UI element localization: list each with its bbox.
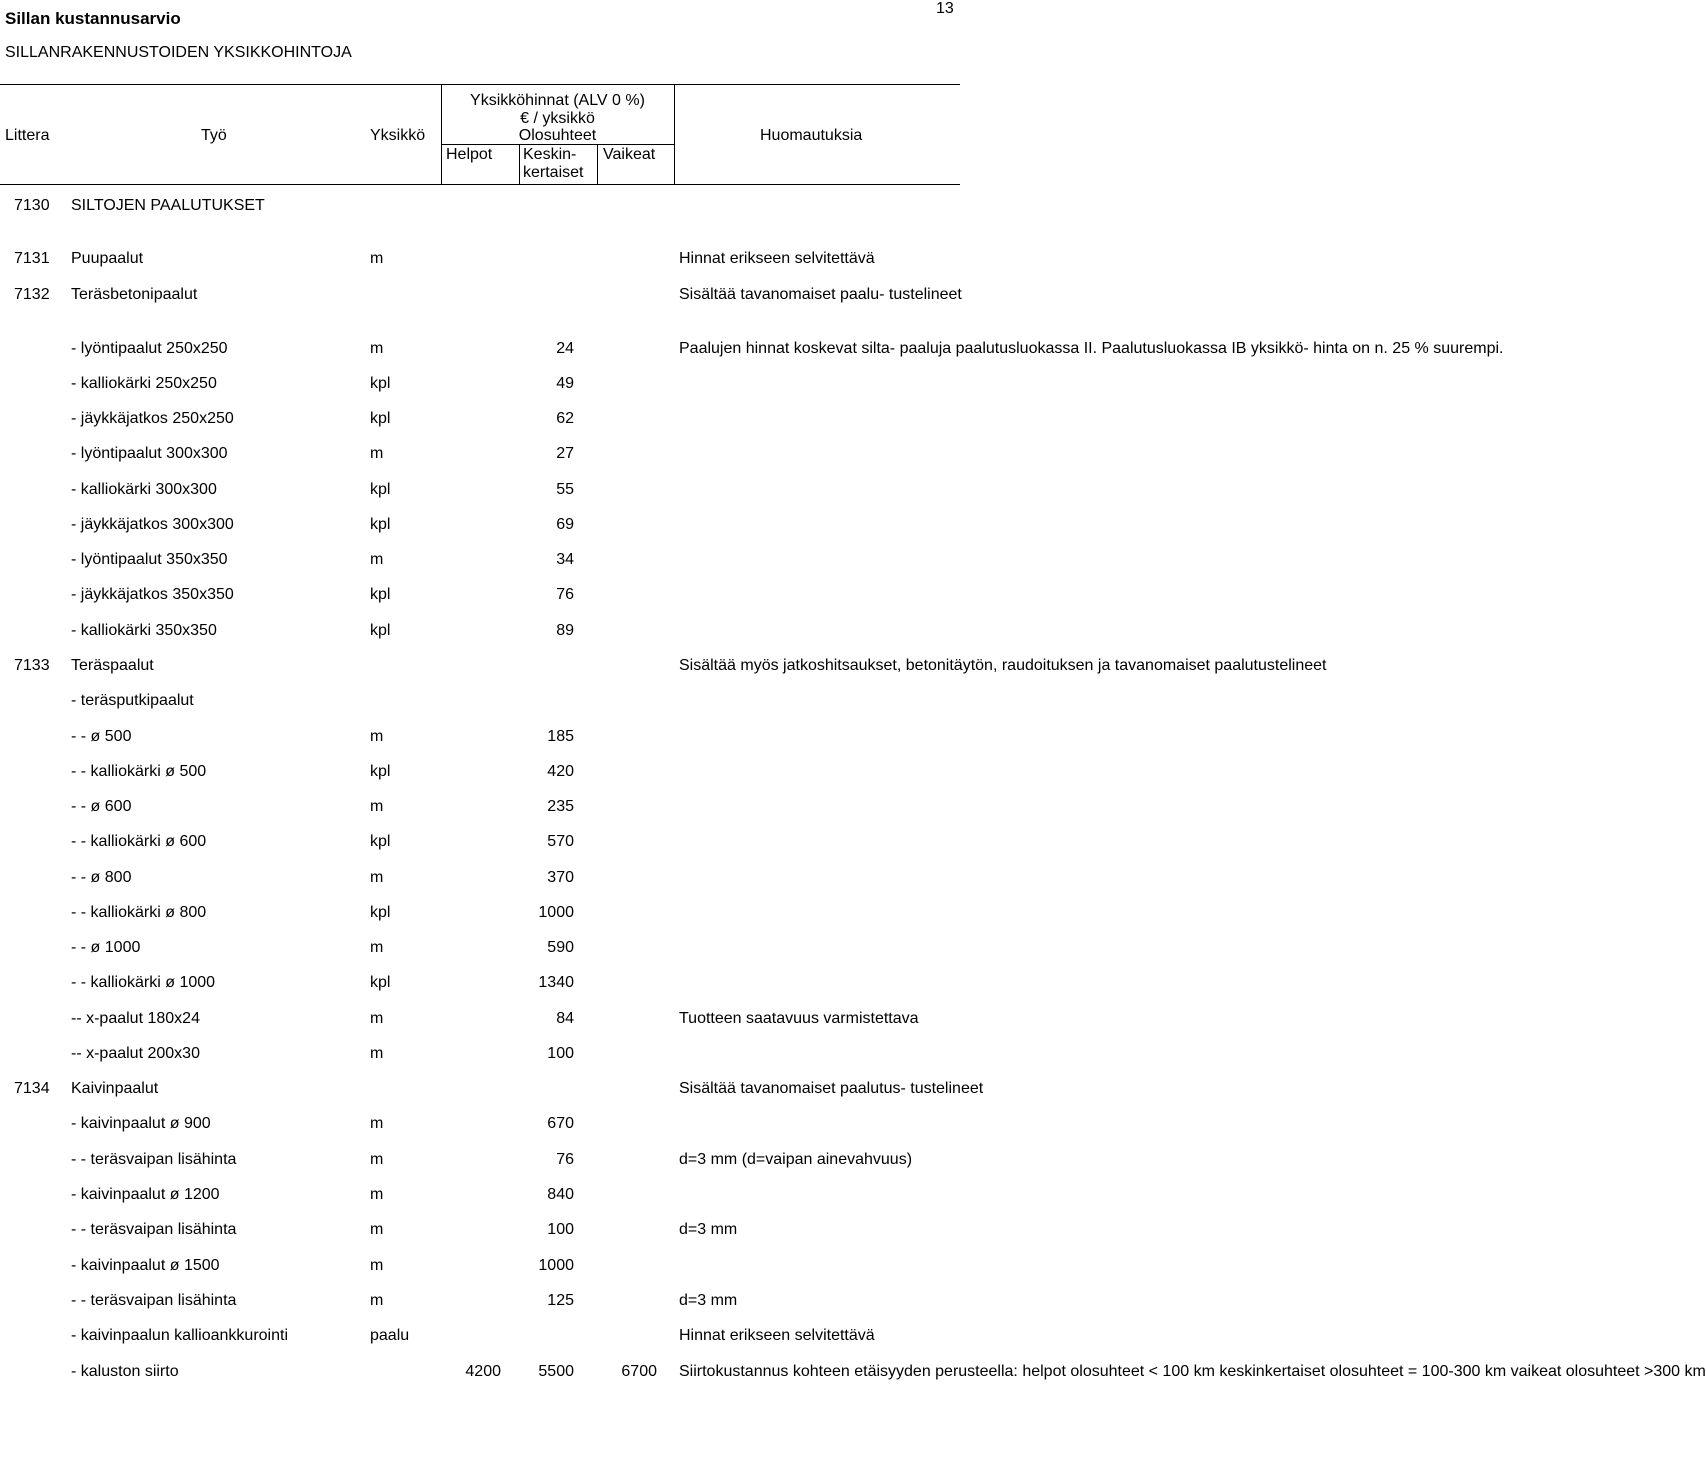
row-work: Teräsbetonipaalut — [71, 286, 198, 303]
row-unit: kpl — [370, 622, 391, 639]
row-unit: m — [370, 939, 384, 956]
row-work: - lyöntipaalut 350x350 — [71, 551, 228, 568]
col-keskin-header-line2: kertaiset — [523, 164, 584, 181]
row-code: 7132 — [14, 286, 50, 303]
table-row — [0, 869, 960, 887]
table-row — [0, 481, 960, 499]
row-price-keskin: 100 — [547, 1221, 574, 1238]
row-work: - kaivinpaalut ø 900 — [71, 1115, 211, 1132]
table-row — [0, 551, 960, 569]
table-row — [0, 1363, 1706, 1381]
row-work: - - teräsvaipan lisähinta — [71, 1221, 237, 1238]
table-row — [0, 692, 960, 710]
row-unit: m — [370, 340, 384, 357]
col-yksikko-header: Yksikkö — [370, 127, 426, 144]
header-bottom-rule — [0, 184, 960, 185]
row-unit: kpl — [370, 375, 391, 392]
row-work: - - kalliokärki ø 1000 — [71, 974, 216, 991]
row-price-keskin: 62 — [556, 410, 574, 427]
row-work: - lyöntipaalut 250x250 — [71, 340, 228, 357]
table-row — [0, 250, 960, 268]
vaikeat-divider — [597, 144, 598, 184]
prices-right-divider — [674, 84, 675, 184]
row-price-keskin: 49 — [556, 375, 574, 392]
row-code: 7131 — [14, 250, 50, 267]
row-note: d=3 mm — [679, 1221, 738, 1238]
table-row — [0, 939, 960, 957]
olosuhteet-header: Olosuhteet — [518, 127, 597, 144]
row-work: - - ø 500 — [71, 728, 132, 745]
table-row — [0, 1115, 960, 1133]
table-row — [0, 340, 1504, 358]
table-row — [0, 1292, 960, 1310]
row-unit: m — [370, 1115, 384, 1132]
row-work: - - ø 800 — [71, 869, 132, 886]
row-note: Siirtokustannus kohteen etäisyyden perusteella: helpot olosuhteet < 100 km keskinkertaiset olosuhteet = 100-300 km vaikeat olosuhteet >300 km — [679, 1363, 1706, 1380]
row-unit: kpl — [370, 763, 391, 780]
table-row — [0, 1221, 960, 1239]
row-unit: m — [370, 869, 384, 886]
table-row — [0, 586, 960, 604]
row-price-keskin: 125 — [547, 1292, 574, 1309]
row-work: - kalliokärki 250x250 — [71, 375, 217, 392]
row-unit: kpl — [370, 974, 391, 991]
row-note: Sisältää tavanomaiset paalutus- tustelineet — [679, 1080, 984, 1097]
section-code: 7130 — [14, 197, 50, 214]
table-row — [0, 410, 960, 428]
row-price-keskin: 55 — [556, 481, 574, 498]
col-vaikeat-header: Vaikeat — [603, 146, 656, 163]
row-price-keskin: 185 — [547, 728, 574, 745]
row-work: - jäykkäjatkos 250x250 — [71, 410, 234, 427]
table-row — [0, 445, 960, 463]
row-price-keskin: 76 — [556, 586, 574, 603]
col-huomautuksia-header: Huomautuksia — [760, 127, 863, 144]
row-price-keskin: 34 — [556, 551, 574, 568]
table-row — [0, 1151, 960, 1169]
row-code: 7134 — [14, 1080, 50, 1097]
row-note: Sisältää tavanomaiset paalu- tustelineet — [679, 286, 962, 303]
row-work: - - teräsvaipan lisähinta — [71, 1151, 237, 1168]
row-unit: kpl — [370, 481, 391, 498]
table-row — [0, 1186, 960, 1204]
table-row — [0, 516, 960, 534]
table-row — [0, 728, 960, 746]
row-unit: m — [370, 1045, 384, 1062]
row-work: -- x-paalut 200x30 — [71, 1045, 200, 1062]
row-unit: paalu — [370, 1327, 410, 1344]
col-littera-header: Littera — [5, 127, 50, 144]
row-unit: m — [370, 798, 384, 815]
table-row — [0, 798, 960, 816]
row-unit: m — [370, 1151, 384, 1168]
col-helpot-header: Helpot — [446, 146, 493, 163]
row-price-keskin: 420 — [547, 763, 574, 780]
row-price-keskin: 840 — [547, 1186, 574, 1203]
row-price-keskin: 89 — [556, 622, 574, 639]
row-work: - - teräsvaipan lisähinta — [71, 1292, 237, 1309]
table-row — [0, 657, 1327, 675]
prices-header-line1: Yksikköhinnat (ALV 0 %) — [470, 92, 645, 109]
row-unit: kpl — [370, 833, 391, 850]
row-unit: kpl — [370, 410, 391, 427]
row-unit: m — [370, 1186, 384, 1203]
row-unit: m — [370, 1257, 384, 1274]
row-work: - kaivinpaalut ø 1500 — [71, 1257, 220, 1274]
row-price-keskin: 235 — [547, 798, 574, 815]
header-top-rule — [0, 84, 960, 85]
row-price-keskin: 590 — [547, 939, 574, 956]
row-price-keskin: 24 — [556, 340, 574, 357]
row-unit: m — [370, 551, 384, 568]
row-note: d=3 mm (d=vaipan ainevahvuus) — [679, 1151, 913, 1168]
row-work: - - kalliokärki ø 500 — [71, 763, 207, 780]
row-work: - jäykkäjatkos 300x300 — [71, 516, 234, 533]
section-heading — [0, 197, 960, 215]
row-price-keskin: 370 — [547, 869, 574, 886]
col-tyo-header: Työ — [201, 127, 227, 144]
row-work: - jäykkäjatkos 350x350 — [71, 586, 234, 603]
row-note: Tuotteen saatavuus varmistettava — [679, 1010, 919, 1027]
row-price-keskin: 1340 — [538, 974, 574, 991]
table-row — [0, 375, 960, 393]
row-work: - kaivinpaalun kallioankkurointi — [71, 1327, 289, 1344]
page-number: 13 — [936, 0, 954, 17]
row-note: Hinnat erikseen selvitettävä — [679, 1327, 875, 1344]
table-row — [0, 1010, 960, 1028]
table-row — [0, 1045, 960, 1063]
row-unit: kpl — [370, 516, 391, 533]
row-unit: m — [370, 1292, 384, 1309]
table-row — [0, 1257, 960, 1275]
row-unit: m — [370, 1010, 384, 1027]
row-work: - - kalliokärki ø 800 — [71, 904, 207, 921]
row-price-helpot: 4200 — [465, 1363, 501, 1380]
row-price-keskin: 1000 — [538, 1257, 574, 1274]
row-unit: m — [370, 250, 384, 267]
row-note: d=3 mm — [679, 1292, 738, 1309]
row-work: - kaivinpaalut ø 1200 — [71, 1186, 220, 1203]
helpot-divider — [519, 144, 520, 184]
row-price-keskin: 1000 — [538, 904, 574, 921]
row-price-keskin: 27 — [556, 445, 574, 462]
row-price-keskin: 69 — [556, 516, 574, 533]
row-unit: m — [370, 1221, 384, 1238]
row-price-vaikeat: 6700 — [621, 1363, 657, 1380]
row-price-keskin: 570 — [547, 833, 574, 850]
table-row — [0, 286, 960, 304]
document-subtitle: SILLANRAKENNUSTOIDEN YKSIKKOHINTOJA — [5, 44, 352, 61]
section-title: SILTOJEN PAALUTUKSET — [71, 197, 265, 214]
row-unit: kpl — [370, 586, 391, 603]
row-price-keskin: 5500 — [538, 1363, 574, 1380]
row-price-keskin: 670 — [547, 1115, 574, 1132]
row-work: - kalliokärki 300x300 — [71, 481, 217, 498]
col-keskin-header-line1: Keskin- — [523, 146, 577, 163]
row-work: Puupaalut — [71, 250, 144, 267]
row-work: -- x-paalut 180x24 — [71, 1010, 200, 1027]
table-row — [0, 974, 960, 992]
row-unit: m — [370, 728, 384, 745]
row-note: Paalujen hinnat koskevat silta- paaluja paalutusluokassa II. Paalutusluokassa IB yksikkö- hinta on n. 25 % suurempi. — [679, 340, 1504, 357]
prices-header-line2: € / yksikkö — [520, 110, 595, 127]
row-work: - - kalliokärki ø 600 — [71, 833, 207, 850]
row-code: 7133 — [14, 657, 50, 674]
row-work: - - ø 600 — [71, 798, 132, 815]
row-price-keskin: 100 — [547, 1045, 574, 1062]
table-row — [0, 1080, 984, 1098]
row-work: - lyöntipaalut 300x300 — [71, 445, 228, 462]
row-unit: kpl — [370, 904, 391, 921]
row-work: Teräspaalut — [71, 657, 154, 674]
row-price-keskin: 76 — [556, 1151, 574, 1168]
row-work: - kalliokärki 350x350 — [71, 622, 217, 639]
row-unit: m — [370, 445, 384, 462]
row-price-keskin: 84 — [556, 1010, 574, 1027]
row-work: - kaluston siirto — [71, 1363, 179, 1380]
table-row — [0, 763, 960, 781]
row-note: Hinnat erikseen selvitettävä — [679, 250, 875, 267]
table-row — [0, 833, 960, 851]
document-title: Sillan kustannusarvio — [5, 9, 181, 28]
row-work: Kaivinpaalut — [71, 1080, 159, 1097]
row-work: - - ø 1000 — [71, 939, 141, 956]
row-work: - teräsputkipaalut — [71, 692, 194, 709]
table-row — [0, 904, 960, 922]
table-row — [0, 622, 960, 640]
table-row — [0, 1327, 960, 1345]
row-note: Sisältää myös jatkoshitsaukset, betonitäytön, raudoituksen ja tavanomaiset paalutustelineet — [679, 657, 1327, 674]
